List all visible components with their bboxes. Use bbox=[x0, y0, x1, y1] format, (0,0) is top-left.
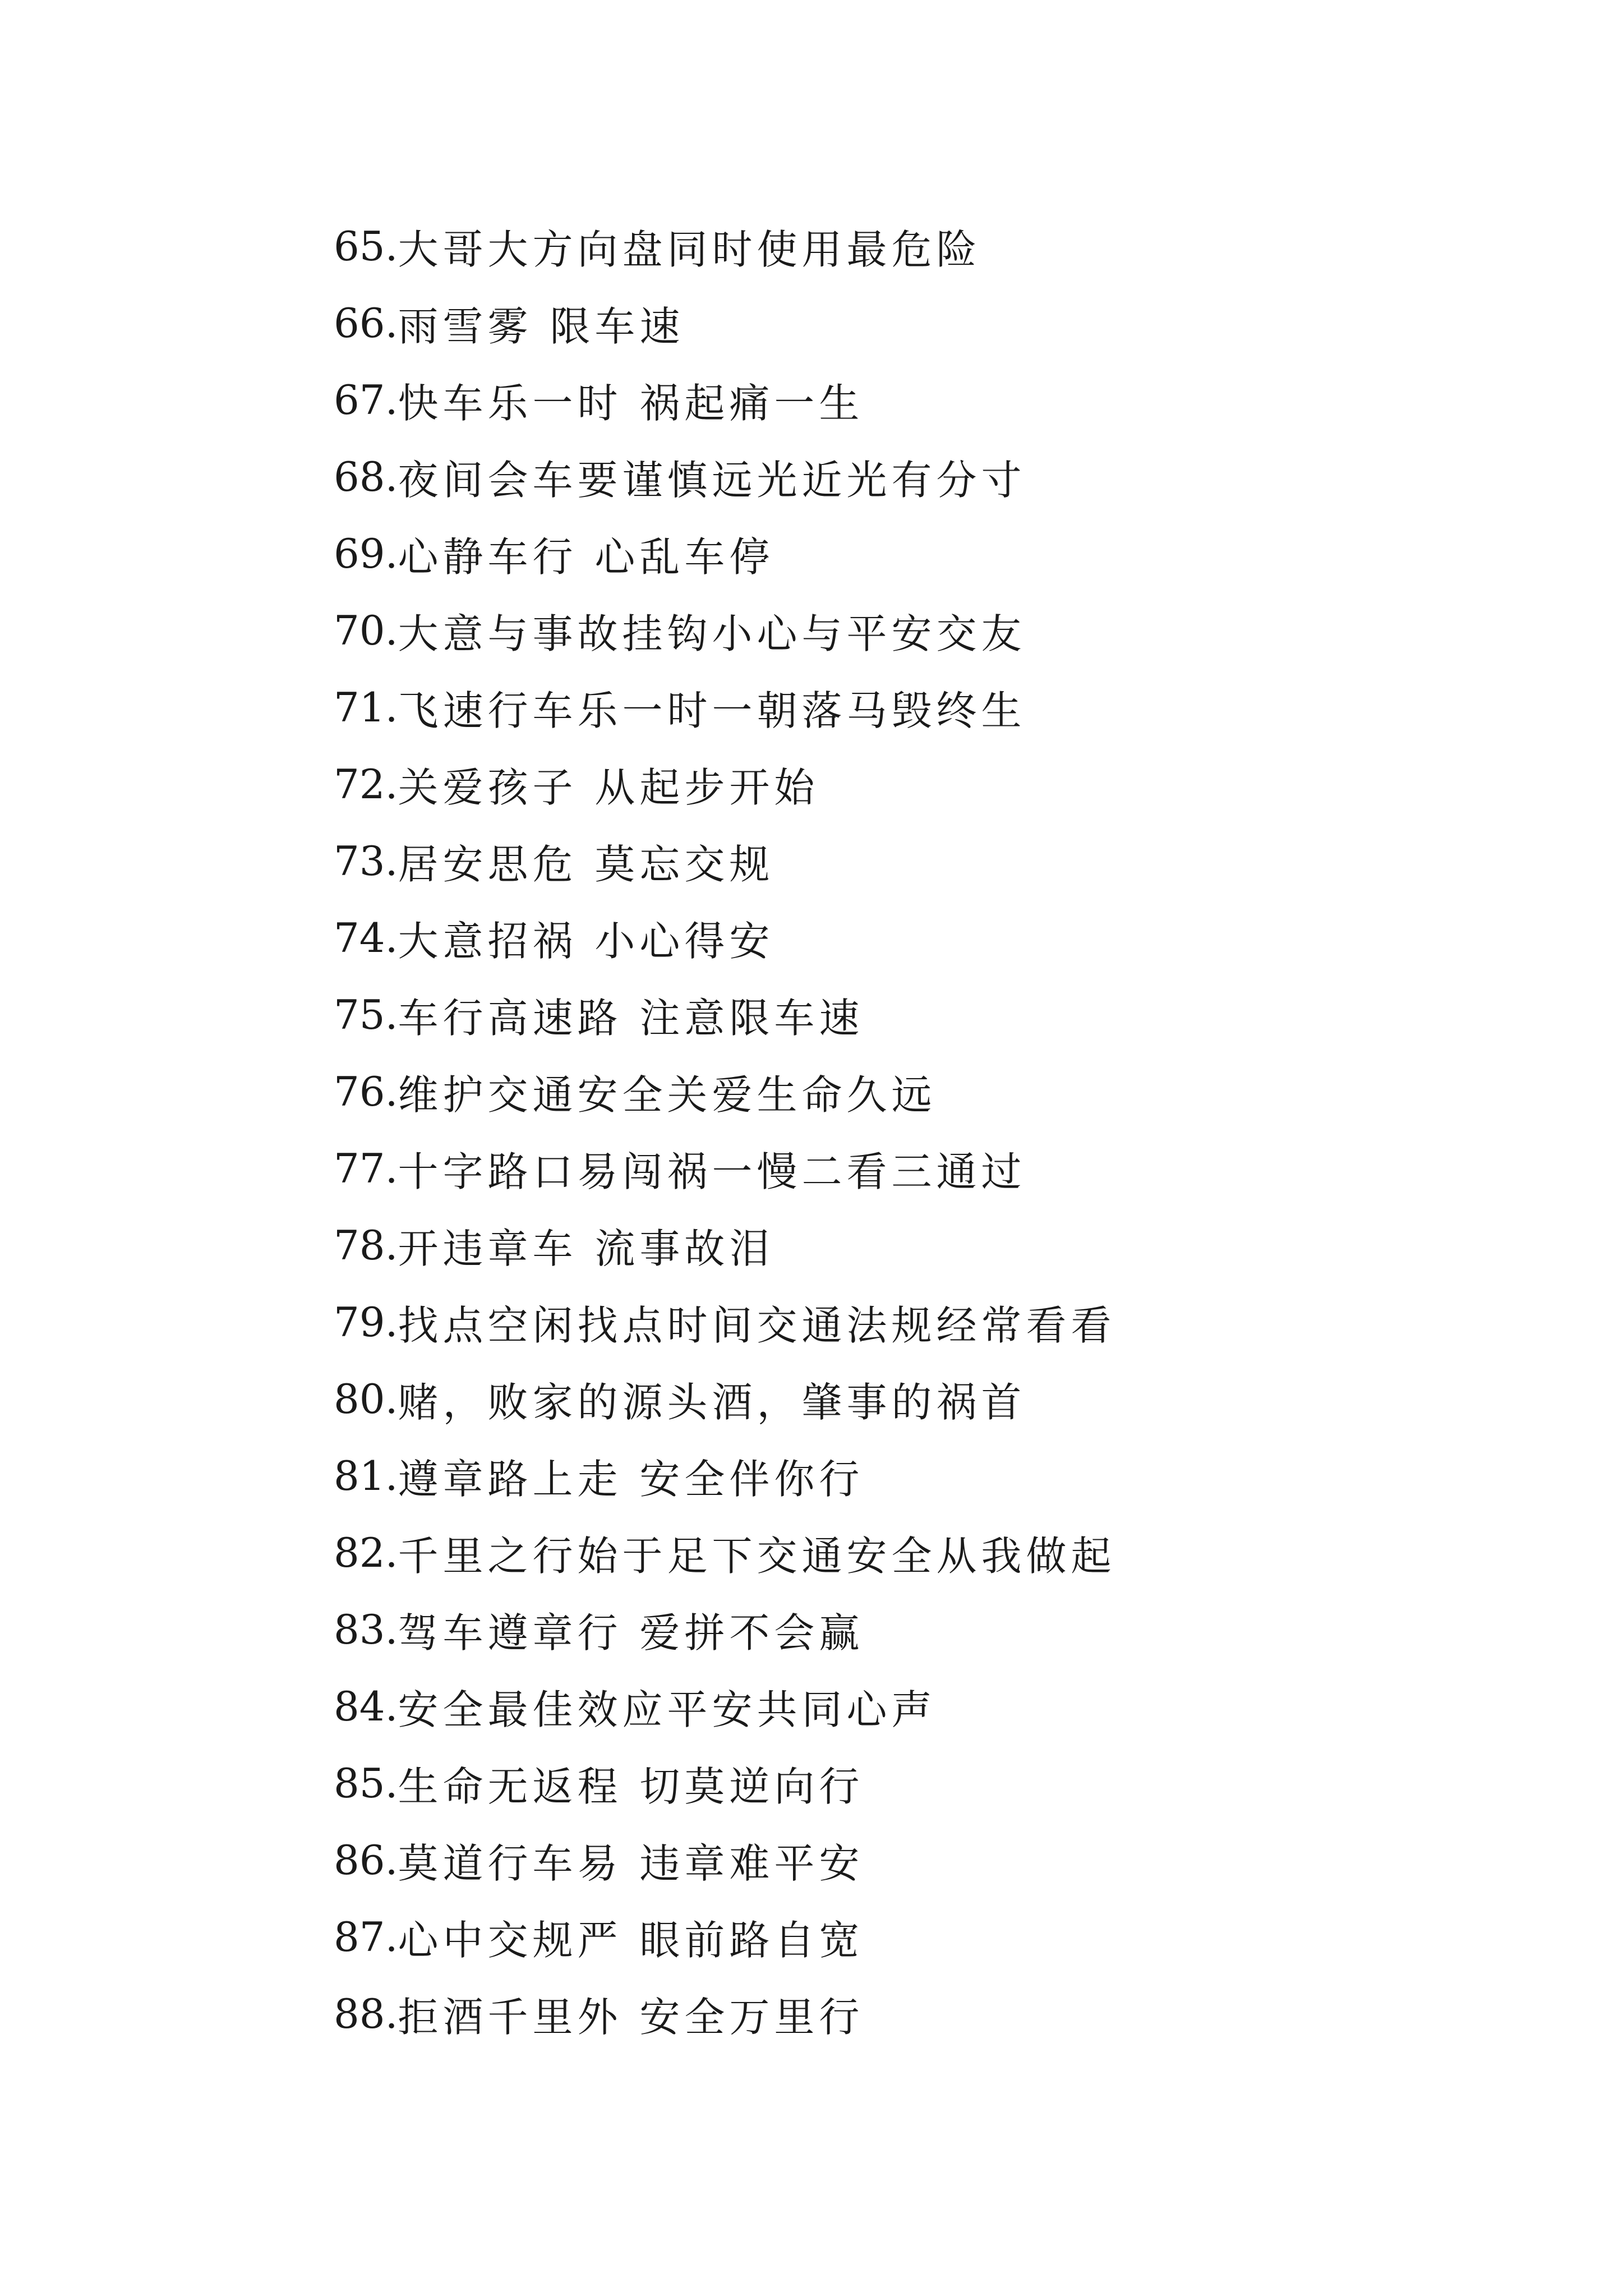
list-item bbox=[334, 1053, 1116, 1130]
item-number: 71. bbox=[334, 683, 398, 731]
list-item bbox=[334, 1745, 1116, 1821]
list-item bbox=[334, 1360, 1116, 1437]
list-item bbox=[334, 438, 1116, 515]
list-item bbox=[334, 1514, 1116, 1591]
item-number: 80. bbox=[334, 1375, 398, 1423]
item-number: 72. bbox=[334, 760, 398, 808]
item-number: 75. bbox=[334, 991, 398, 1038]
item-text: 夜间会车要谨慎远光近光有分寸 bbox=[398, 456, 1026, 504]
item-text: 快车乐一时 祸起痛一生 bbox=[398, 379, 864, 427]
item-number: 79. bbox=[334, 1298, 398, 1346]
item-number: 70. bbox=[334, 606, 398, 654]
item-number: 87. bbox=[334, 1913, 398, 1961]
list-item bbox=[334, 1437, 1116, 1514]
list-item bbox=[334, 592, 1116, 669]
list-item bbox=[334, 976, 1116, 1053]
list-item bbox=[334, 1668, 1116, 1745]
item-number: 65. bbox=[334, 222, 398, 270]
item-number: 73. bbox=[334, 837, 398, 885]
item-number: 82. bbox=[334, 1529, 398, 1576]
list-item bbox=[334, 361, 1116, 438]
list-item bbox=[334, 1821, 1116, 1898]
item-text: 安全最佳效应平安共同心声 bbox=[398, 1686, 937, 1733]
item-number: 68. bbox=[334, 453, 398, 500]
item-number: 76. bbox=[334, 1068, 398, 1115]
list-item bbox=[334, 669, 1116, 746]
item-text: 莫道行车易 违章难平安 bbox=[398, 1839, 864, 1887]
list-item bbox=[334, 1591, 1116, 1668]
item-text: 赌，败家的源头酒，肇事的祸首 bbox=[398, 1378, 1026, 1426]
item-text: 心中交规严 眼前路自宽 bbox=[398, 1916, 864, 1964]
item-text: 大哥大方向盘同时使用最危险 bbox=[398, 226, 981, 273]
item-text: 拒酒千里外 安全万里行 bbox=[398, 1993, 864, 2041]
list-item bbox=[334, 1283, 1116, 1360]
item-text: 千里之行始于足下交通安全从我做起 bbox=[398, 1532, 1116, 1580]
item-text: 找点空闲找点时间交通法规经常看看 bbox=[398, 1301, 1116, 1349]
item-text: 生命无返程 切莫逆向行 bbox=[398, 1763, 864, 1810]
list-item bbox=[334, 822, 1116, 899]
item-text: 雨雪雾 限车速 bbox=[398, 302, 685, 350]
item-number: 69. bbox=[334, 530, 398, 577]
item-text: 维护交通安全关爱生命久远 bbox=[398, 1071, 937, 1119]
item-text: 十字路口易闯祸一慢二看三通过 bbox=[398, 1148, 1026, 1195]
list-item bbox=[334, 1130, 1116, 1207]
item-number: 88. bbox=[334, 1990, 398, 2037]
item-number: 78. bbox=[334, 1221, 398, 1269]
item-text: 遵章路上走 安全伴你行 bbox=[398, 1455, 864, 1503]
list-item bbox=[334, 515, 1116, 592]
item-text: 关爱孩子 从起步开始 bbox=[398, 763, 819, 811]
item-text: 开违章车 流事故泪 bbox=[398, 1225, 774, 1272]
item-text: 飞速行车乐一时一朝落马毁终生 bbox=[398, 687, 1026, 734]
list-item bbox=[334, 1898, 1116, 1975]
list-item bbox=[334, 208, 1116, 284]
item-number: 85. bbox=[334, 1759, 398, 1807]
slogan-list bbox=[334, 208, 1116, 2052]
item-number: 74. bbox=[334, 914, 398, 961]
item-number: 81. bbox=[334, 1452, 398, 1499]
item-number: 84. bbox=[334, 1682, 398, 1730]
item-number: 83. bbox=[334, 1605, 398, 1653]
list-item bbox=[334, 1975, 1116, 2052]
item-number: 66. bbox=[334, 299, 398, 347]
item-number: 86. bbox=[334, 1836, 398, 1884]
item-text: 驾车遵章行 爱拼不会赢 bbox=[398, 1609, 864, 1657]
item-text: 大意招祸 小心得安 bbox=[398, 917, 774, 965]
item-text: 心静车行 心乱车停 bbox=[398, 533, 774, 581]
item-text: 居安思危 莫忘交规 bbox=[398, 840, 774, 888]
item-number: 67. bbox=[334, 376, 398, 424]
list-item bbox=[334, 899, 1116, 976]
list-item bbox=[334, 284, 1116, 361]
item-text: 大意与事故挂钩小心与平安交友 bbox=[398, 610, 1026, 657]
list-item bbox=[334, 1207, 1116, 1283]
item-number: 77. bbox=[334, 1144, 398, 1192]
list-item bbox=[334, 746, 1116, 822]
item-text: 车行高速路 注意限车速 bbox=[398, 994, 864, 1042]
